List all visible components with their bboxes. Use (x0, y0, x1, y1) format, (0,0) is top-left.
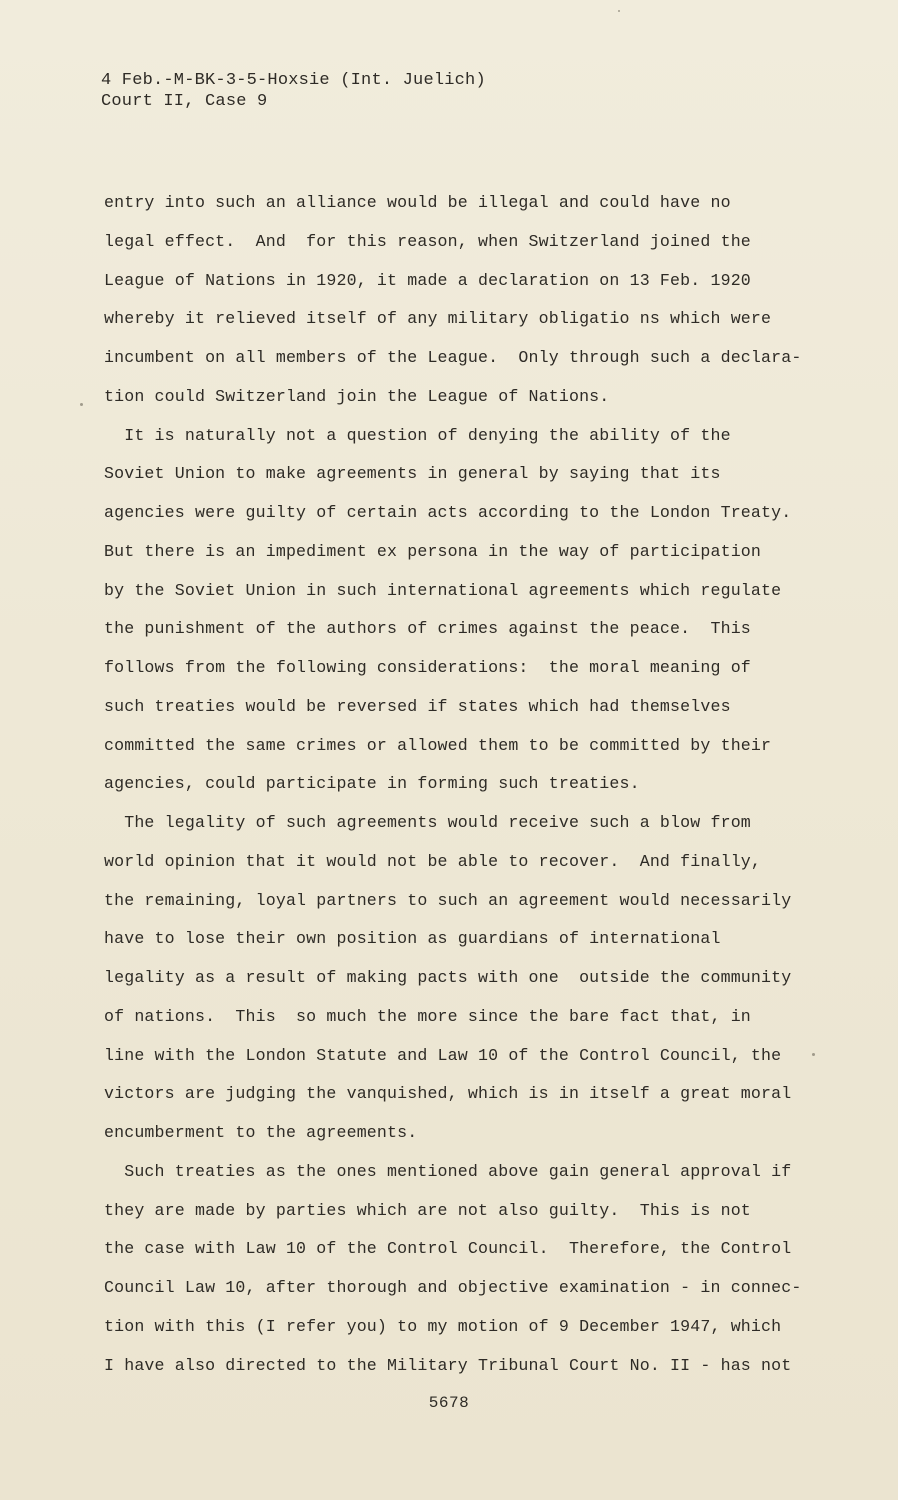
text-line: line with the London Statute and Law 10 of the Control Council, the (104, 1045, 782, 1065)
paper-speck (80, 403, 83, 406)
text-line: world opinion that it would not be able to recover. And finally, (104, 851, 762, 871)
text-line: But there is an impediment ex persona in the way of participation (104, 541, 762, 561)
header-court-line: Court II, Case 9 (101, 92, 268, 111)
text-line: agencies were guilty of certain acts according to the London Treaty. (104, 503, 792, 522)
text-line: The legality of such agreements would receive such a blow from (104, 813, 751, 832)
text-line: follows from the following considerations: the moral meaning of (104, 658, 751, 677)
text-line: I have also directed to the Military Tribunal Court No. II - has not (104, 1355, 792, 1375)
text-line: the punishment of the authors of crimes against the peace. This (104, 619, 751, 639)
text-line: legal effect. And for this reason, when Switzerland joined the (104, 231, 751, 251)
paper-speck (618, 10, 620, 12)
paper-speck (812, 1053, 815, 1056)
text-line: entry into such an alliance would be illegal and could have no (104, 193, 731, 212)
text-line: the remaining, loyal partners to such an agreement would necessarily (104, 890, 792, 910)
document-header (101, 70, 486, 112)
text-line: tion could Switzerland join the League of Nations. (104, 386, 610, 406)
text-line: whereby it relieved itself of any military obligatio ns which were (104, 309, 772, 329)
text-line: League of Nations in 1920, it made a declaration on 13 Feb. 1920 (104, 270, 751, 290)
text-line: It is naturally not a question of denying the ability of the (104, 425, 731, 445)
document-body (104, 184, 802, 1385)
text-line: Such treaties as the ones mentioned above gain general approval if (104, 1161, 792, 1181)
text-line: have to lose their own position as guardians of international (104, 929, 721, 949)
text-line: agencies, could participate in forming such treaties. (104, 774, 640, 794)
text-line: Soviet Union to make agreements in general by saying that its (104, 464, 721, 484)
text-line: such treaties would be reversed if states which had themselves (104, 696, 731, 716)
text-line: legality as a result of making pacts with one outside the community (104, 968, 792, 987)
text-line: the case with Law 10 of the Control Council. Therefore, the Control (104, 1239, 792, 1259)
text-line: victors are judging the vanquished, which is in itself a great moral (104, 1084, 792, 1104)
text-line: encumberment to the agreements. (104, 1123, 418, 1142)
text-line: of nations. This so much the more since the bare fact that, in (104, 1006, 751, 1026)
text-line: by the Soviet Union in such international agreements which regulate (104, 580, 782, 600)
text-line: they are made by parties which are not also guilty. This is not (104, 1200, 751, 1220)
header-reference-line: 4 Feb.-M-BK-3-5-Hoxsie (Int. Juelich) (101, 71, 486, 90)
text-line: Council Law 10, after thorough and objective examination - in connec- (104, 1278, 802, 1297)
text-line: committed the same crimes or allowed them to be committed by their (104, 735, 772, 755)
text-line: tion with this (I refer you) to my motion of 9 December 1947, which (104, 1316, 782, 1336)
text-line: incumbent on all members of the League. Only through such a declara- (104, 348, 802, 367)
page-number: 5678 (428, 1394, 470, 1412)
